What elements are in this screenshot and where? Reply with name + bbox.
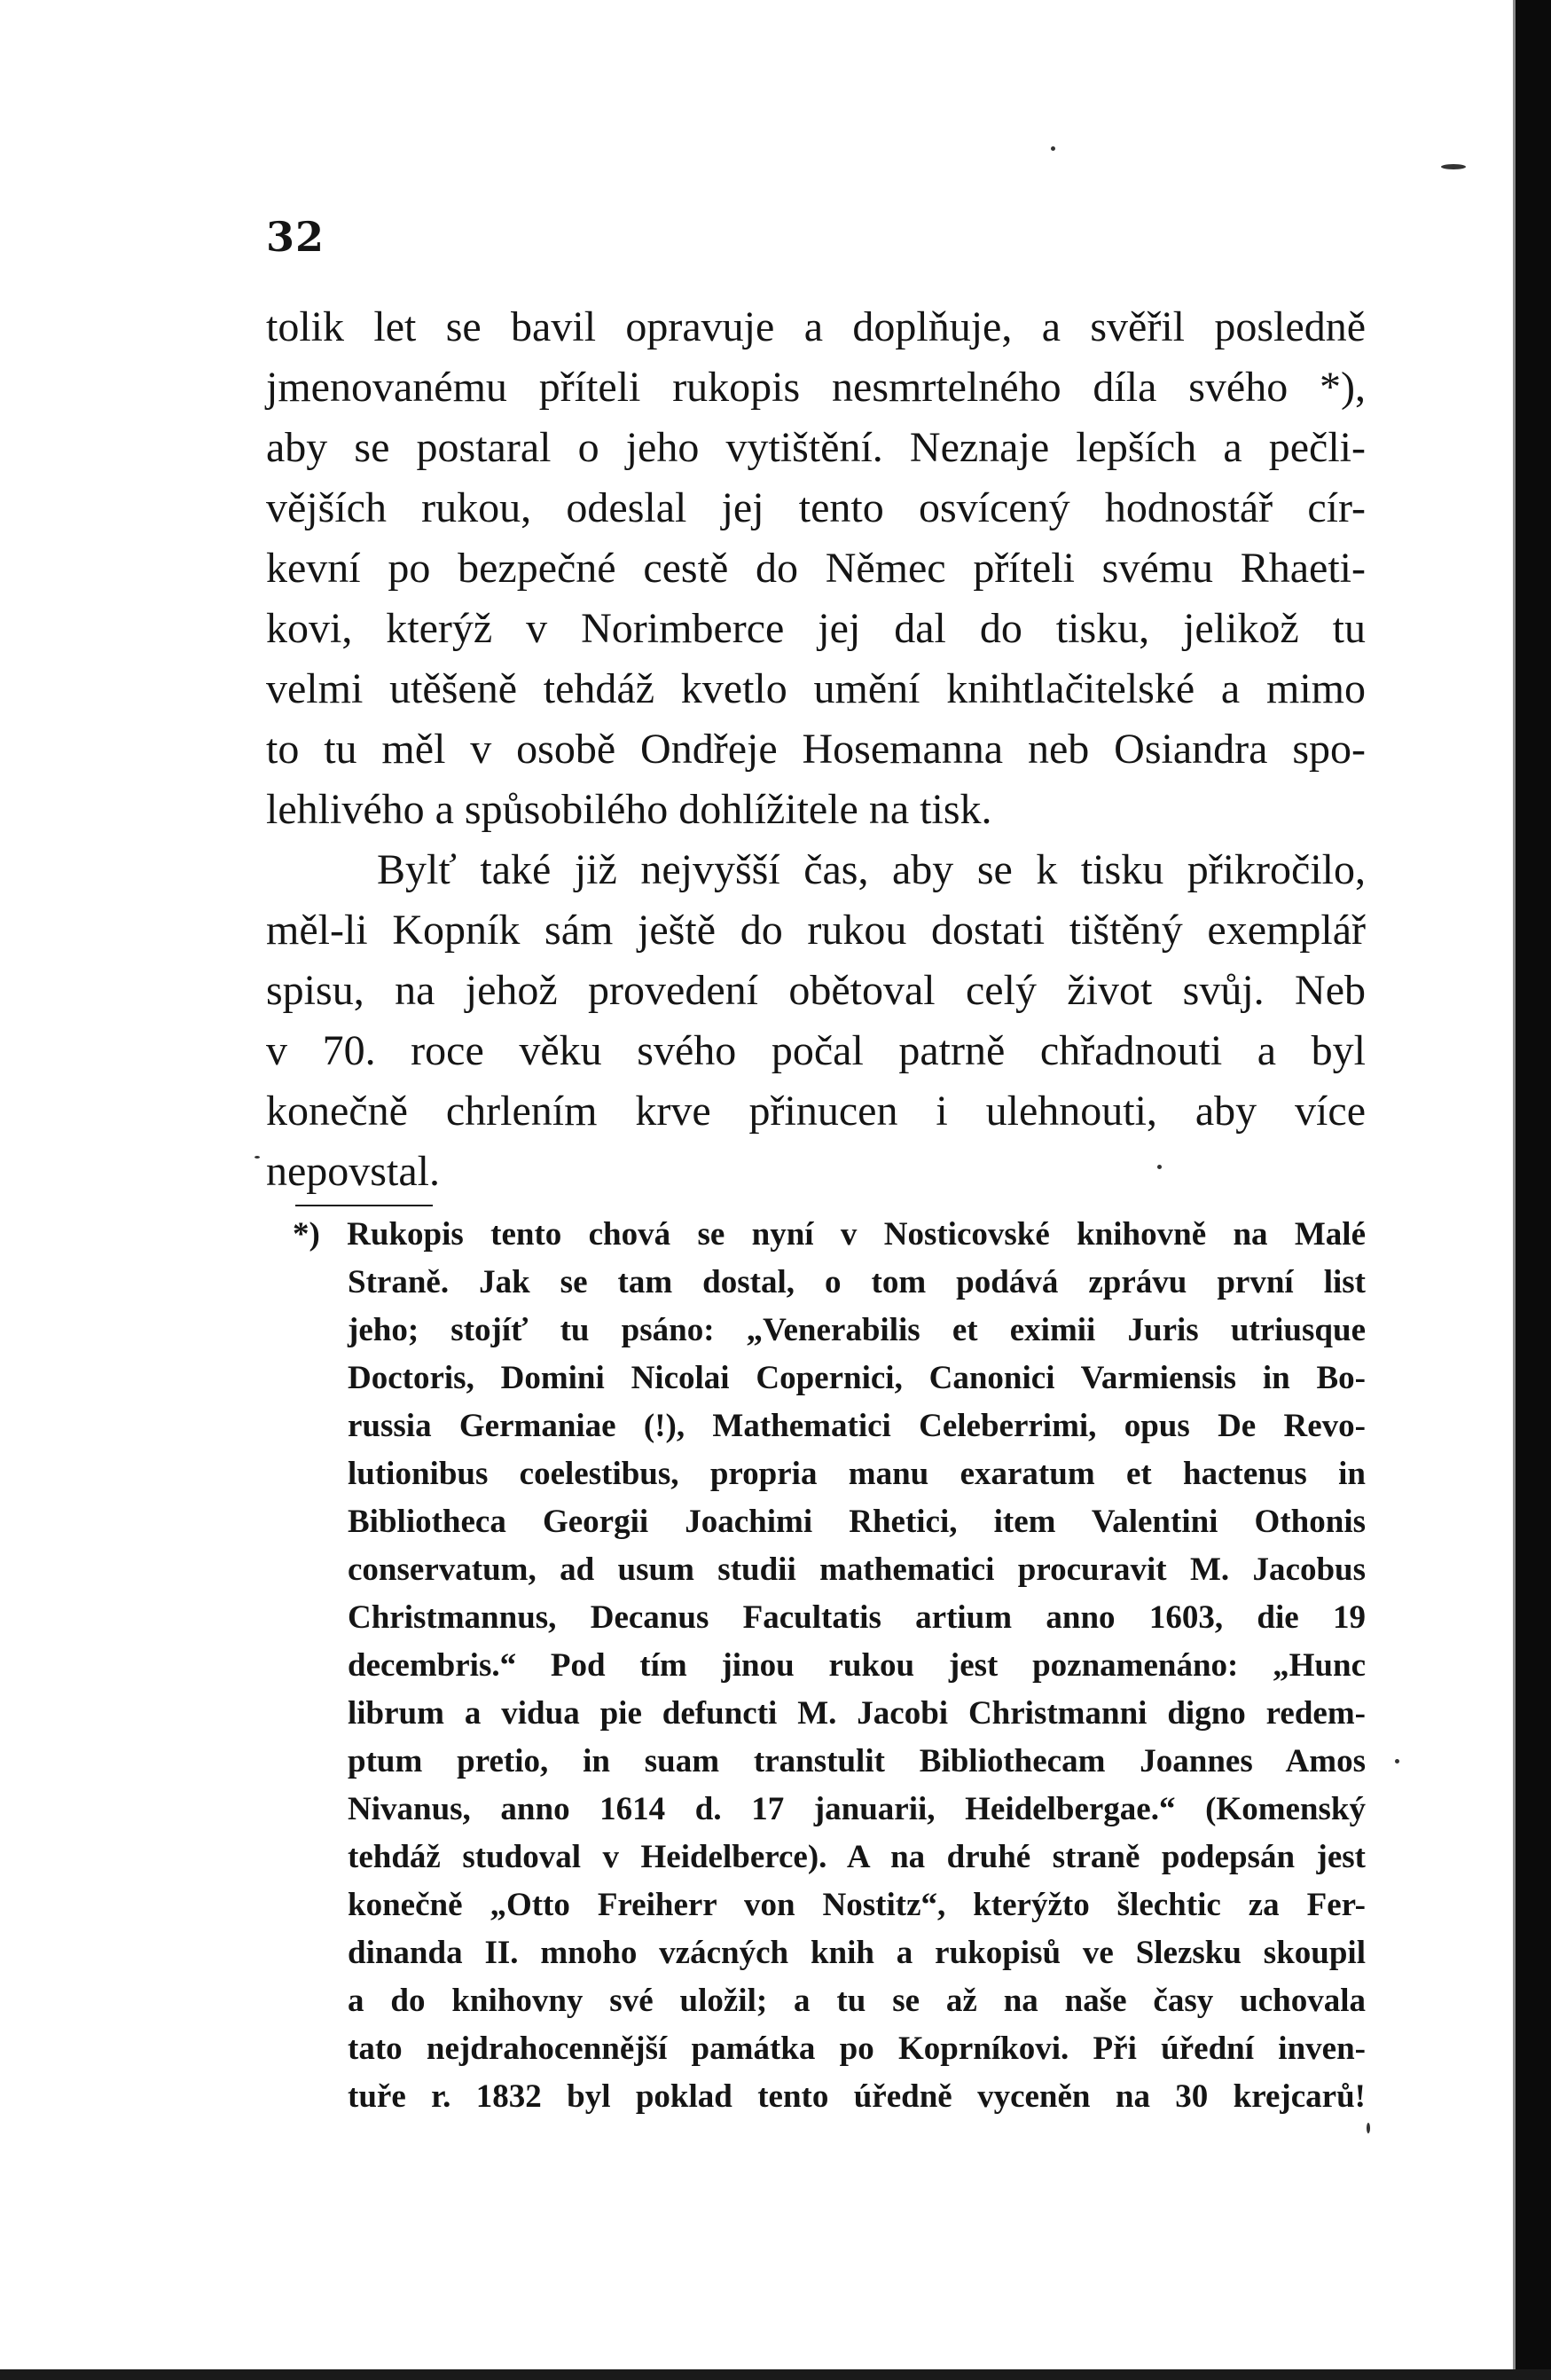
footnote-line: tehdáž studoval v Heidelberce). A na druhé straně podepsán jest [348,1839,1366,1875]
main-text-line: měl-li Kopník sám ještě do rukou dostati tištěný exemplář [266,907,1366,954]
footnote-line: decembris.“ Pod tím jinou rukou jest poznamenáno: „Hunc [348,1647,1366,1684]
main-text-line: konečně chrlením krve přinucen i ulehnouti, aby více [266,1088,1366,1135]
footnote-line: Straně. Jak se tam dostal, o tom podává zprávu první list [348,1264,1366,1300]
footnote-line: ptum pretio, in suam transtulit Bibliothecam Joannes Amos [348,1743,1366,1779]
scan-speck [1395,1759,1399,1763]
scan-speck [255,1156,260,1159]
main-text-line: vějších rukou, odeslal jej tento osvícený hodnostář cír- [266,484,1366,531]
scan-speck [1367,2123,1370,2133]
main-text-line: spisu, na jehož provedení obětoval celý život svůj. Neb [266,967,1366,1014]
main-text-line: lehlivého a spůsobilého dohlížitele na tisk. [266,786,992,833]
footnote-line: Bibliotheca Georgii Joachimi Rhetici, item Valentini Othonis [348,1504,1366,1540]
footnote-rule [295,1205,433,1206]
footnote-line: a do knihovny své uložil; a tu se až na naše časy uchovala [348,1983,1366,2019]
main-text-line: v 70. roce věku svého počal patrně chřadnouti a byl [266,1027,1366,1074]
main-text-line: velmi utěšeně tehdáž kvetlo umění knihtlačitelské a mimo [266,665,1366,712]
main-text-line: jmenovanému příteli rukopis nesmrtelného díla svého *), [266,364,1366,411]
footnote-line: tuře r. 1832 byl poklad tento úředně vyceněn na 30 krejcarů! [348,2078,1366,2115]
main-text-line: kevní po bezpečné cestě do Němec příteli svému Rhaeti- [266,545,1366,592]
footnote-line: lutionibus coelestibus, propria manu exaratum et hactenus in [348,1456,1366,1492]
scan-speck [1441,164,1466,169]
footnote-line: konečně „Otto Freiherr von Nostitz“, kterýžto šlechtic za Fer- [348,1887,1366,1923]
footnote-line: librum a vidua pie defuncti M. Jacobi Christmanni digno redem- [348,1695,1366,1732]
footnote-line: jeho; stojíť tu psáno: „Venerabilis et eximii Juris utriusque [348,1312,1366,1348]
main-text-line: tolik let se bavil opravuje a doplňuje, a svěřil posledně [266,303,1366,350]
scan-border-right [1516,0,1551,2380]
main-text-line: to tu měl v osobě Ondřeje Hosemanna neb Osiandra spo- [266,726,1366,773]
scan-border-shadow [1513,0,1516,2380]
scan-speck [1051,146,1055,151]
main-text-line: kovi, kterýž v Norimberce jej dal do tisku, jelikož tu [266,605,1366,652]
footnote-line: tato nejdrahocennější památka po Koprníkovi. Při úřední inven- [348,2030,1366,2067]
main-text [266,297,1366,1202]
scan-border-bottom [0,2369,1551,2380]
footnote [293,1211,1366,2121]
main-text-line: Bylť také již nejvyšší čas, aby se k tisku přikročilo, [377,846,1366,893]
footnote-line: Nivanus, anno 1614 d. 17 januarii, Heidelbergae.“ (Komenský [348,1791,1366,1827]
footnote-line: Doctoris, Domini Nicolai Copernici, Canonici Varmiensis in Bo- [348,1360,1366,1396]
footnote-line: conservatum, ad usum studii mathematici procuravit M. Jacobus [348,1551,1366,1588]
page-number: 32 [266,213,325,261]
footnote-line: *) Rukopis tento chová se nyní v Nosticovské knihovně na Malé [293,1216,1366,1253]
main-text-line: nepovstal. [266,1148,440,1195]
footnote-line: Christmannus, Decanus Facultatis artium anno 1603, die 19 [348,1599,1366,1636]
footnote-line: russia Germaniae (!), Mathematici Celeberrimi, opus De Revo- [348,1408,1366,1444]
main-text-line: aby se postaral o jeho vytištění. Neznaje lepších a pečli- [266,424,1366,471]
footnote-line: dinanda II. mnoho vzácných knih a rukopisů ve Slezsku skoupil [348,1935,1366,1971]
